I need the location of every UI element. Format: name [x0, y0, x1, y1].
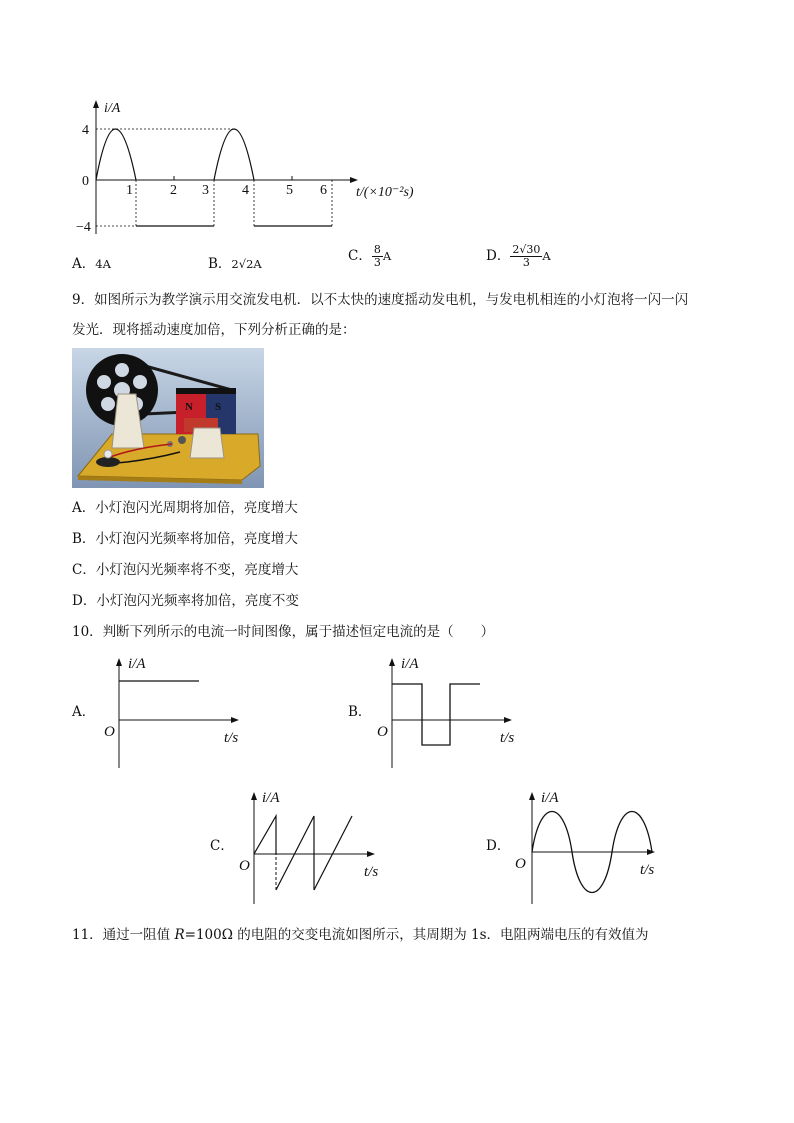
q10-b-x-label: t/s — [500, 730, 515, 746]
q11-stem — [72, 925, 649, 945]
q10-graph-c-letter[interactable]: C． — [210, 838, 234, 854]
q9-stem-line1: 9．如图所示为教学演示用交流发电机．以不太快的速度摇动发电机，与发电机相连的小灯泡将一闪一闪 — [72, 292, 689, 308]
q9-option-b[interactable]: B．小灯泡闪光频率将加倍，亮度增大 — [72, 531, 298, 547]
q10-graph-d[interactable] — [512, 784, 682, 909]
q8-option-c[interactable] — [348, 244, 391, 269]
q8-x-tick-2: 2 — [170, 183, 177, 198]
q11-stem-suffix: =100Ω 的电阻的交变电流如图所示，其周期为 1s．电阻两端电压的有效值为 — [184, 927, 649, 943]
q8-half-wave-2 — [214, 129, 254, 180]
q10-c-origin: O — [239, 858, 250, 874]
q8-option-c-fraction — [372, 244, 383, 269]
q9-magnet-n-label: N — [185, 401, 193, 413]
q8-x-tick-4: 4 — [242, 183, 249, 198]
q10-d-x-label: t/s — [640, 862, 655, 878]
q8-y-arrow — [93, 100, 99, 108]
q11-stem-var: R — [174, 927, 185, 943]
q10-b-y-label: i/A — [401, 656, 419, 672]
q10-stem: 10．判断下列所示的电流一时间图像，属于描述恒定电流的是（ ） — [72, 624, 495, 640]
q8-y-tick-4: 4 — [82, 123, 89, 138]
q10-c-sawtooth — [254, 816, 276, 854]
q10-d-origin: O — [515, 856, 526, 872]
q8-y-tick-0: 0 — [82, 174, 89, 189]
q8-current-graph — [70, 92, 430, 242]
q8-option-c-num: 8 — [373, 243, 381, 256]
q8-option-d-fraction — [510, 244, 542, 269]
q10-a-origin: O — [104, 724, 115, 740]
q11-stem-prefix: 11．通过一阻值 — [72, 927, 175, 943]
q8-y-axis-label: i/A — [104, 101, 121, 116]
q8-option-d-den: 3 — [522, 256, 530, 269]
q8-option-d-num: 2√30 — [512, 243, 541, 256]
q8-option-d-unit: A — [542, 249, 551, 263]
q10-graph-d-letter[interactable]: D． — [486, 838, 511, 854]
q10-graph-a-letter[interactable]: A． — [72, 704, 96, 720]
q8-x-tick-6: 6 — [320, 183, 327, 198]
q9-stem-line2: 发光．现将摇动速度加倍，下列分析正确的是： — [72, 322, 356, 338]
q10-a-y-label: i/A — [128, 656, 146, 672]
q8-option-d-letter: D． — [486, 248, 511, 264]
q10-a-x-label: t/s — [224, 730, 239, 746]
q10-c-y-label: i/A — [262, 790, 280, 806]
q8-half-wave-1 — [96, 129, 136, 180]
q10-c-x-label: t/s — [364, 864, 379, 880]
q8-y-tick-neg4: −4 — [76, 220, 91, 235]
q9-bulb — [104, 450, 112, 458]
q9-generator-illustration — [72, 348, 264, 488]
q8-option-d[interactable] — [486, 244, 551, 269]
q10-d-y-label: i/A — [541, 790, 559, 806]
q8-option-a[interactable] — [72, 254, 111, 274]
q9-option-a[interactable]: A．小灯泡闪光周期将加倍，亮度增大 — [72, 500, 298, 516]
q8-option-c-unit: A — [382, 249, 392, 263]
q8-x-tick-1: 1 — [126, 183, 133, 198]
q8-option-c-letter: C． — [348, 248, 372, 264]
q10-graph-b-letter[interactable]: B． — [348, 704, 372, 720]
q8-option-b-letter: B． — [208, 256, 232, 272]
q8-option-a-text: 4A — [95, 257, 111, 271]
q10-b-origin: O — [377, 724, 388, 740]
q9-magnet-s-label: S — [215, 401, 222, 413]
q10-graph-c[interactable] — [236, 784, 396, 909]
q8-x-axis-label: t/(×10⁻²s) — [356, 185, 414, 200]
q8-option-b[interactable] — [208, 254, 262, 274]
q8-option-a-letter: A． — [72, 256, 96, 272]
q8-x-arrow — [350, 177, 358, 183]
q8-option-b-text: 2√2A — [231, 257, 262, 271]
q10-b-square-wave — [392, 684, 480, 745]
q8-x-tick-5: 5 — [286, 183, 293, 198]
q10-graph-b[interactable] — [372, 650, 532, 775]
q9-option-c[interactable]: C．小灯泡闪光频率将不变，亮度增大 — [72, 562, 299, 578]
q8-option-c-den: 3 — [373, 256, 381, 269]
q9-option-d[interactable]: D．小灯泡闪光频率将加倍，亮度不变 — [72, 593, 299, 609]
q9-generator-photo — [72, 348, 264, 488]
q8-x-tick-3: 3 — [202, 183, 209, 198]
q10-graph-a[interactable] — [100, 650, 260, 775]
